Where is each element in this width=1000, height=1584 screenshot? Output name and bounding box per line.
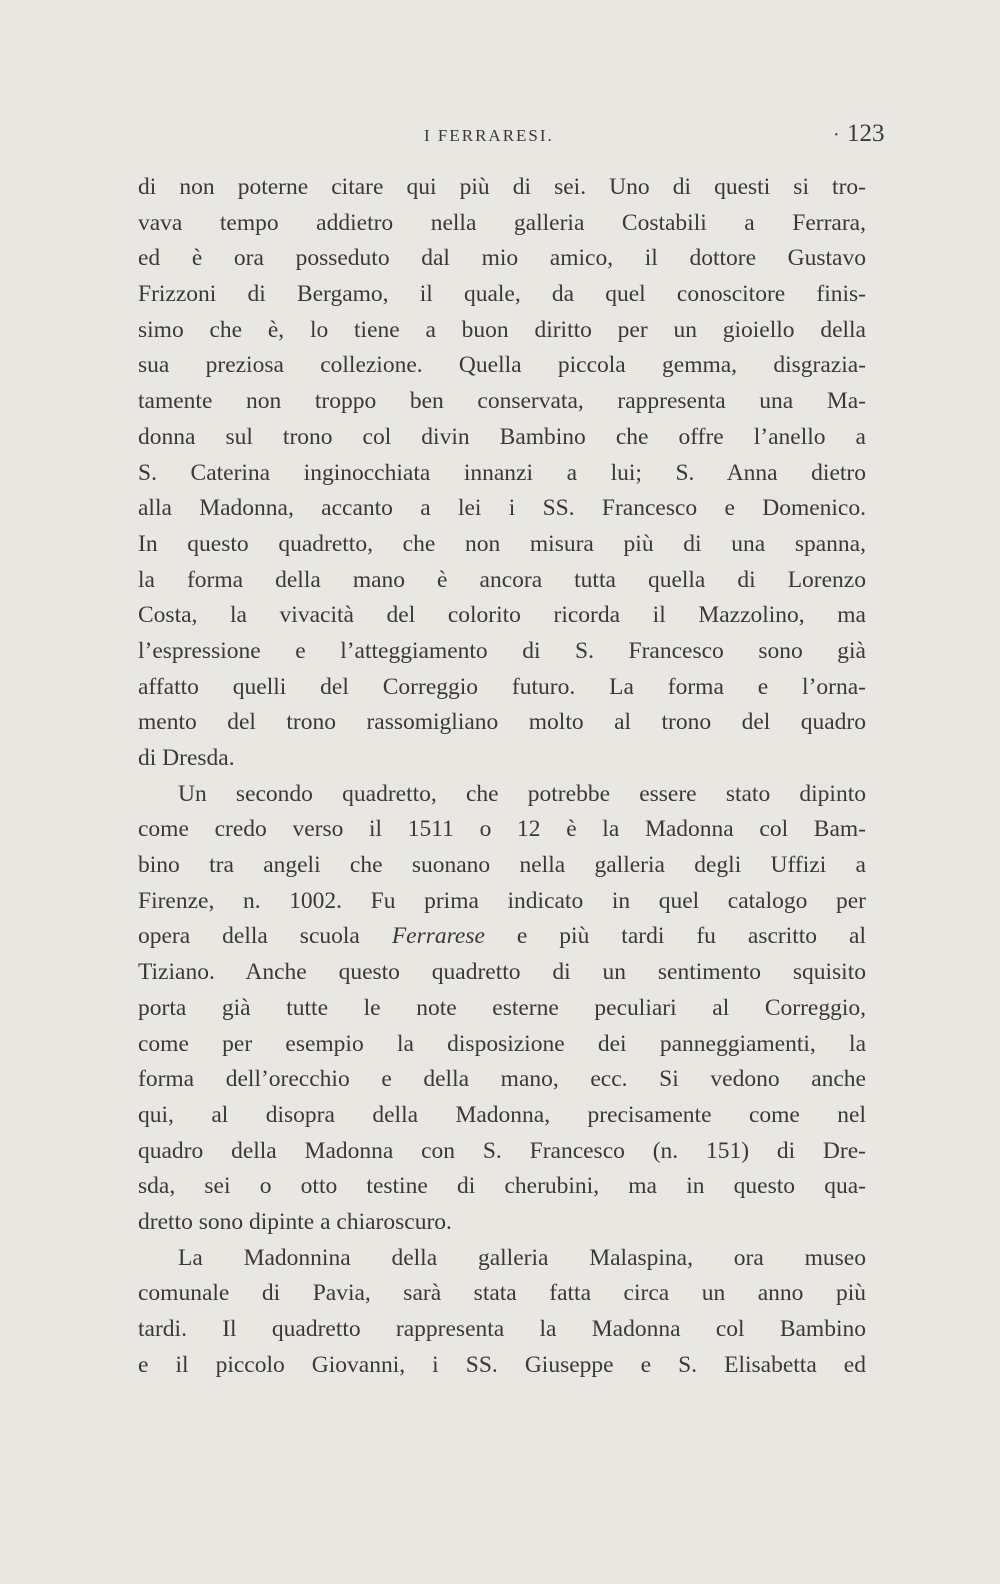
- text-line: Tiziano. Anche questo quadretto di un sentimento squisito: [138, 959, 866, 986]
- text-line: Firenze, n. 1002. Fu prima indicato in quel catalogo per: [138, 887, 866, 914]
- text-line: quadro della Madonna con S. Francesco (n. 151) di Dre-: [138, 1137, 866, 1164]
- text-line: La Madonnina della galleria Malaspina, ora museo: [178, 1244, 866, 1271]
- text-line: l’espressione e l’atteggiamento di S. Francesco sono già: [138, 637, 866, 664]
- italic-term: Ferrarese: [391, 923, 485, 950]
- text-line: sda, sei o otto testine di cherubini, ma in questo qua-: [138, 1173, 866, 1200]
- text-line: simo che è, lo tiene a buon diritto per un gioiello della: [138, 316, 866, 343]
- text-line-with-italic: [138, 919, 866, 955]
- text-segment: e più tardi fu ascritto al: [484, 923, 866, 950]
- text-line: di Dresda.: [138, 745, 235, 771]
- text-line: bino tra angeli che suonano nella galleria degli Uffizi a: [138, 852, 866, 879]
- text-line: mento del trono rassomigliano molto al trono del quadro: [138, 709, 866, 736]
- text-line: alla Madonna, accanto a lei i SS. Francesco e Domenico.: [138, 495, 866, 522]
- page-number: 123: [847, 120, 885, 147]
- body-text: [138, 170, 866, 1383]
- text-line: e il piccolo Giovanni, i SS. Giuseppe e S. Elisabetta ed: [138, 1351, 866, 1378]
- text-line: ed è ora posseduto dal mio amico, il dottore Gustavo: [138, 245, 866, 272]
- text-line: porta già tutte le note esterne peculiari al Correggio,: [138, 994, 866, 1021]
- text-segment: opera della scuola: [138, 923, 392, 950]
- text-line: affatto quelli del Correggio futuro. La forma e l’orna-: [138, 673, 866, 700]
- text-line: qui, al disopra della Madonna, precisamente come nel: [138, 1101, 866, 1128]
- text-line: la forma della mano è ancora tutta quella di Lorenzo: [138, 566, 866, 593]
- text-line: come credo verso il 1511 o 12 è la Madonna col Bam-: [138, 816, 866, 843]
- text-line: come per esempio la disposizione dei panneggiamenti, la: [138, 1030, 866, 1057]
- text-line: comunale di Pavia, sarà stata fatta circa un anno più: [138, 1280, 866, 1307]
- text-line: Costa, la vivacità del colorito ricorda il Mazzolino, ma: [138, 602, 866, 629]
- running-head: [0, 120, 1000, 152]
- text-line: Un secondo quadretto, che potrebbe essere stato dipinto: [178, 780, 866, 807]
- text-line: tardi. Il quadretto rappresenta la Madonna col Bambino: [138, 1316, 866, 1342]
- text-line: Frizzoni di Bergamo, il quale, da quel conoscitore finis-: [138, 281, 866, 308]
- running-head-title: I FERRARESI.: [424, 126, 554, 145]
- running-head-dot: ·: [833, 124, 840, 146]
- text-line: dretto sono dipinte a chiaroscuro.: [138, 1208, 452, 1235]
- text-line: forma dell’orecchio e della mano, ecc. Si vedono anche: [138, 1066, 866, 1093]
- text-line: di non poterne citare qui più di sei. Uno di questi si tro-: [138, 174, 866, 200]
- text-line: vava tempo addietro nella galleria Costabili a Ferrara,: [138, 209, 866, 236]
- text-line: S. Caterina inginocchiata innanzi a lui; S. Anna dietro: [138, 459, 866, 486]
- text-line: tamente non troppo ben conservata, rappresenta una Ma-: [138, 388, 866, 415]
- text-line: donna sul trono col divin Bambino che offre l’anello a: [138, 423, 866, 450]
- text-line: In questo quadretto, che non misura più di una spanna,: [138, 530, 866, 557]
- text-line: sua preziosa collezione. Quella piccola gemma, disgrazia-: [138, 352, 866, 379]
